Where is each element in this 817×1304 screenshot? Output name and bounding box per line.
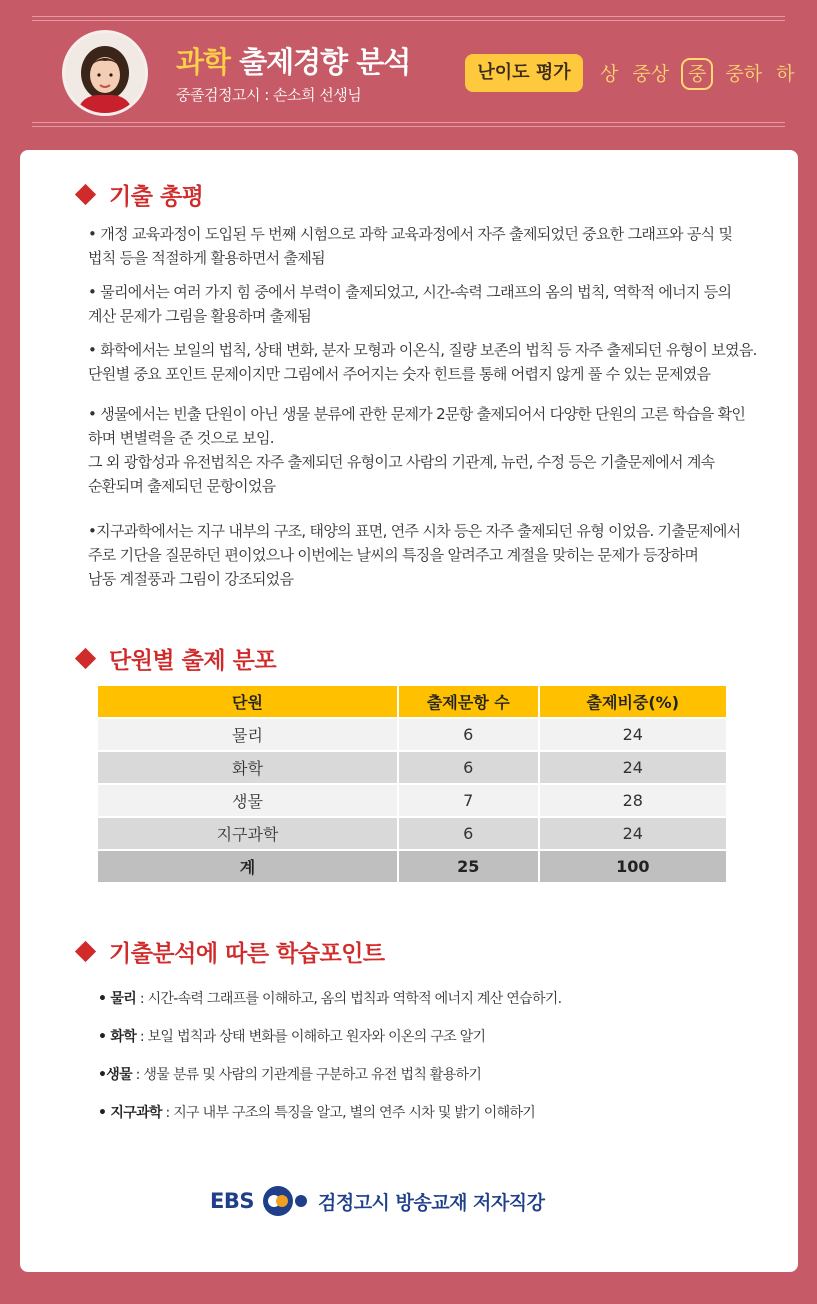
table-header-row xyxy=(98,686,726,717)
text-line: • 개정 교육과정이 도입된 두 번째 시험으로 과학 교육과정에서 자주 출제되었던 중요한 그래프와 공식 및 xyxy=(88,225,733,243)
list-item xyxy=(98,1102,778,1140)
table-cell: 28 xyxy=(540,785,726,816)
point-subject: • 화학 xyxy=(98,1029,137,1045)
title-subject: 과학 xyxy=(176,45,231,79)
list-item xyxy=(98,1064,778,1102)
summary-paragraph xyxy=(88,519,788,591)
section-title-text: 기출분석에 따른 학습포인트 xyxy=(109,941,385,967)
list-item xyxy=(98,988,778,1026)
diamond-bullet-icon xyxy=(75,648,96,669)
difficulty-level: 중하 xyxy=(725,63,763,85)
text-line: 그 외 광합성과 유전법칙은 자주 출제되던 유형이고 사람의 기관계, 뉴런, 수정 등은 기출문제에서 계속 xyxy=(88,453,715,471)
table-cell: 6 xyxy=(399,719,538,750)
table-header-cell: 출제문항 수 xyxy=(399,686,538,717)
table-row xyxy=(98,719,726,750)
section-title-distribution xyxy=(78,642,276,675)
list-item xyxy=(98,1026,778,1064)
table-cell: 25 xyxy=(399,851,538,882)
text-line: • 화학에서는 보일의 법칙, 상태 변화, 분자 모형과 이온식, 질량 보존의 법칙 등 자주 출제되던 유형이 보였음. xyxy=(88,341,757,359)
table-header-cell: 단원 xyxy=(98,686,397,717)
header xyxy=(0,0,817,140)
section-title-summary xyxy=(78,178,203,211)
text-line: •지구과학에서는 지구 내부의 구조, 태양의 표면, 연주 시차 등은 자주 출제되던 유형 이었음. 기출문제에서 xyxy=(88,522,741,540)
study-points-list xyxy=(98,988,778,1140)
table-cell: 7 xyxy=(399,785,538,816)
table-cell: 물리 xyxy=(98,719,397,750)
difficulty-level: 하 xyxy=(776,63,795,85)
table-total-row xyxy=(98,851,726,882)
divider-line xyxy=(32,122,785,123)
divider-line xyxy=(32,126,785,127)
text-line: 주로 기단을 질문하던 편이었으나 이번에는 날씨의 특징을 알려주고 계절을 맞히는 문제가 등장하며 xyxy=(88,546,699,564)
section-title-text: 기출 총평 xyxy=(109,184,204,210)
point-subject: • 지구과학 xyxy=(98,1105,162,1121)
summary-paragraph xyxy=(88,280,788,328)
table-cell: 계 xyxy=(98,851,397,882)
text-line: • 생물에서는 빈출 단원이 아닌 생물 분류에 관한 문제가 2문항 출제되어서 다양한 단원의 고른 학습을 확인 xyxy=(88,405,746,423)
point-text: : 보일 법칙과 상태 변화를 이해하고 원자와 이온의 구조 알기 xyxy=(136,1029,486,1045)
point-text: : 지구 내부 구조의 특징을 알고, 별의 연주 시차 및 밝기 이해하기 xyxy=(161,1105,536,1121)
point-text: : 생물 분류 및 사람의 기관계를 구분하고 유전 법칙 활용하기 xyxy=(131,1067,482,1083)
text-line: 단원별 중요 포인트 문제이지만 그림에서 주어지는 숫자 힌트를 통해 어렵지 않게 풀 수 있는 문제였음 xyxy=(88,365,711,383)
point-subject: •생물 xyxy=(98,1067,132,1083)
table-cell: 지구과학 xyxy=(98,818,397,849)
diamond-bullet-icon xyxy=(75,184,96,205)
text-line: 남동 계절풍과 그림이 강조되었음 xyxy=(88,570,294,588)
table-cell: 100 xyxy=(540,851,726,882)
footer-brand xyxy=(210,1184,544,1218)
text-line: 하며 변별력을 준 것으로 보임. xyxy=(88,429,274,447)
table-header-cell: 출제비중(%) xyxy=(540,686,726,717)
text-line: 법칙 등을 적절하게 활용하면서 출제됨 xyxy=(88,249,325,267)
table-row xyxy=(98,752,726,783)
table-cell: 24 xyxy=(540,818,726,849)
table-cell: 6 xyxy=(399,752,538,783)
table-row xyxy=(98,818,726,849)
table-cell: 6 xyxy=(399,818,538,849)
distribution-table xyxy=(96,684,728,884)
teacher-avatar xyxy=(62,30,148,116)
difficulty-badge: 난이도 평가 xyxy=(465,54,583,92)
table-cell: 화학 xyxy=(98,752,397,783)
point-text: : 시간-속력 그래프를 이해하고, 옴의 법칙과 역학적 에너지 계산 연습하기. xyxy=(136,991,562,1007)
summary-paragraph xyxy=(88,338,788,386)
page-title xyxy=(176,40,410,81)
ebs-logo-text: EBS xyxy=(210,1189,254,1213)
diamond-bullet-icon xyxy=(75,941,96,962)
teacher-subtitle: 중졸검정고시 : 손소희 선생님 xyxy=(176,86,362,104)
table-cell: 24 xyxy=(540,719,726,750)
difficulty-levels xyxy=(598,58,797,90)
table-cell: 24 xyxy=(540,752,726,783)
text-line: 계산 문제가 그림을 활용하며 출제됨 xyxy=(88,307,312,325)
section-title-study-points xyxy=(78,935,385,968)
ebs-logo-icon xyxy=(262,1184,310,1218)
text-line: • 물리에서는 여러 가지 힘 중에서 부력이 출제되었고, 시간-속력 그래프의 옴의 법칙, 역학적 에너지 등의 xyxy=(88,283,732,301)
footer-text: 검정고시 방송교재 저자직강 xyxy=(317,1191,545,1214)
summary-paragraph xyxy=(88,402,788,498)
text-line: 순환되며 출제되던 문항이었음 xyxy=(88,477,276,495)
difficulty-level: 상 xyxy=(600,63,619,85)
content-card xyxy=(20,150,798,1272)
point-subject: • 물리 xyxy=(98,991,137,1007)
divider-line xyxy=(32,16,785,17)
summary-paragraph xyxy=(88,222,788,270)
difficulty-level: 중상 xyxy=(632,63,670,85)
divider-line xyxy=(32,20,785,21)
difficulty-level-selected: 중 xyxy=(681,58,713,90)
table-row xyxy=(98,785,726,816)
title-text: 출제경향 분석 xyxy=(230,45,411,79)
table-cell: 생물 xyxy=(98,785,397,816)
section-title-text: 단원별 출제 분포 xyxy=(109,648,277,674)
